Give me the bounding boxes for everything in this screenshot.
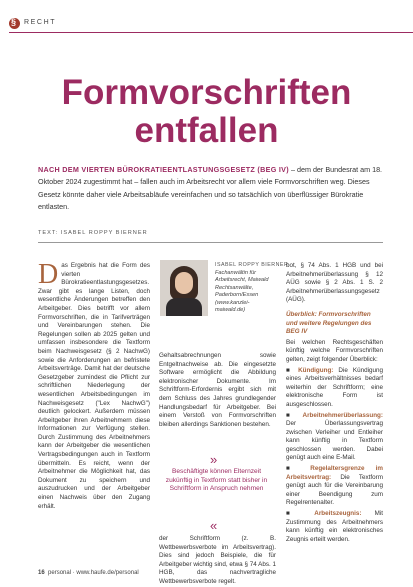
author-bio: Fachanwältin für Arbeitsrecht, Maiwald Rechtsanwälte, Paderborn/Essen (www.kanzlei-maiwald.de): [215, 270, 269, 314]
bullet-text: Die Kündigung eines Arbeitsverhältnisses bedarf weiterhin der Schriftform; eine elektronische Form ist ausgeschlossen.: [286, 366, 383, 408]
column-2-top: Gehaltsabrechnungen sowie Entgeltnachweise ab. Die eingesetzte Software ermöglicht die Abbildung elektronischer Dokumente. Im Schriftform-Erfordernis ergibt sich mit dem Schluss des Jahres grundlegender Handlungsbedarf für Arbeitgeber. Bei einem Verstoß von Formvorschriften bleiben allerdings Sanktionen bestehen.: [159, 352, 276, 428]
column-3-lead: Bei welchen Rechtsgeschäften künftig welche Formvorschriften gelten, zeigt folgender Überblick:: [286, 338, 383, 363]
quote-open-mark: »: [210, 452, 218, 467]
bullet-text: Die Textform genügt auch für die Vereinbarung einer Beendigung zum Regelrentenalter.: [286, 473, 383, 507]
byline-divider: [38, 242, 383, 243]
page-title: [0, 74, 413, 150]
byline: TEXT: ISABEL ROPPY BIERNER: [38, 230, 148, 236]
bullet-title: Arbeitszeugnis:: [314, 510, 362, 518]
column-1: [38, 259, 150, 511]
bullet-item: ■ Arbeitszeugnis: Mit Zustimmung des Arbeitnehmers kann künftig ein elektronisches Zeugnis erteilt werden.: [286, 510, 384, 543]
column-3-subhead: Überblick: Formvorschriften und weitere Regelungen des BEG IV: [286, 310, 372, 336]
bullet-text: Mit Zustimmung des Arbeitnehmers kann künftig ein elektronisches Zeugnis erteilt werden.: [286, 510, 384, 543]
bullet-item: ■ Arbeitnehmerüberlassung: Der Überlassungsvertrag zwischen Verleiher und Entleiher kann künftig in Textform geschlossen werden. Dabei genügt auch eine E-Mail.: [286, 411, 383, 462]
bullet-title: Arbeitnehmerüberlassung:: [302, 411, 383, 419]
intro-lead: NACH DEM VIERTEN BÜROKRATIEENTLASTUNGSGESETZ (BEG IV): [38, 165, 289, 174]
page-number: 16: [38, 570, 45, 576]
column-2-bottom: der Schriftform (z. B. Wettbewerbsverbote im Arbeitsvertrag). Dies sind jedoch Beispiele, die für Arbeitgeber wichtig sind, etwa § 74 Abs. 1 HGB, das nachvertragliche Wettbewerbsverbote regelt.: [159, 535, 276, 585]
author-photo: [160, 260, 208, 316]
bullet-item: ■ Regelaltersgrenze im Arbeitsvertrag: Die Textform genügt auch für die Vereinbarung einer Beendigung zum Regelrentenalter.: [286, 465, 383, 507]
intro-body: – dem der Bundesrat am 18. Oktober 2024 zugestimmt hat – fallen auch im Arbeitsrecht vor allem viele Formvorschriften weg. Dieses Gesetz könnte daher viele Arbeitsabläufe vereinfachen und so tatsächlich von überflüssiger Bürokratie entlasten.: [38, 165, 383, 211]
bullet-item: ■ Kündigung: Die Kündigung eines Arbeitsverhältnisses bedarf weiterhin der Schriftform; eine elektronische Form ist ausgeschlossen.: [286, 366, 383, 408]
intro-paragraph: [38, 164, 383, 213]
magazine-name: personal · www.haufe.de/personal: [48, 570, 139, 576]
title-line-2: entfallen: [134, 111, 279, 150]
bullet-title: Regelaltersgrenze im Arbeitsvertrag:: [286, 465, 383, 481]
author-name: ISABEL ROPPY BIERNER: [215, 262, 289, 268]
section-icon: [9, 18, 20, 29]
top-divider: [9, 32, 413, 33]
pull-quote: Beschäftigte können Elternzeit zukünftig in Textform statt bisher in Schriftform in Anspruch nehmen: [165, 468, 268, 493]
drop-cap: D: [38, 259, 59, 290]
section-label: RECHT: [24, 19, 57, 26]
column-1-text: as Ergebnis hat die Form des vierten Bürokratieentlastungsgesetzes. Zwar gibt es lange Listen, doch wesentliche Änderungen betreffen den Arbeitgeber. Dies betrifft vor allem Formvorschriften, die in Tarifverträgen und Vereinbarungen stehen. Die Regelungen sollen ab 2025 gelten und umfassen insbesondere die Textform beim Nachweisgesetz (§ 2 NachwG) sowie die Anforderungen an befristete Arbeitsverträge. Damit hat der deutsche Gesetzgeber zumindest die Pflicht zur schriftlichen Niederlegung der wesentlichen Arbeitsbedingungen im Nachweisgesetz ("Lex NachwG") deutlich gelockert. Außerdem müssen Arbeitgeber ihren Arbeitnehmern diese Informationen zur Verfügung stellen. Durch Zustimmung des Arbeitnehmers kann der Arbeitgeber die wesentlichen Vertragsbedingungen auch in Textform übermitteln. Es reicht, wenn der Arbeitnehmer die Möglichkeit hat, das Dokument zu speichern und auszudrucken und der Arbeitgeber einen Nachweis über den Zugang erhält.: [38, 262, 150, 510]
column-3-intro: bot, § 74 Abs. 1 HGB und bei Arbeitnehmerüberlassung § 12 AÜG sowie § 2 Abs. 1 S. 2 Arbeitnehmerüberlassungsgesetz (AÜG).: [286, 262, 383, 304]
quote-close-mark: «: [210, 518, 218, 533]
column-3: [286, 262, 383, 544]
title-line-1: Formvorschriften: [61, 73, 352, 112]
bullet-title: Kündigung:: [298, 366, 334, 374]
bullet-text: Der Überlassungsvertrag zwischen Verleiher und Entleiher kann künftig in Textform geschlossen werden. Dabei genügt auch eine E-Mail.: [286, 420, 383, 462]
page-footer: [38, 570, 139, 576]
